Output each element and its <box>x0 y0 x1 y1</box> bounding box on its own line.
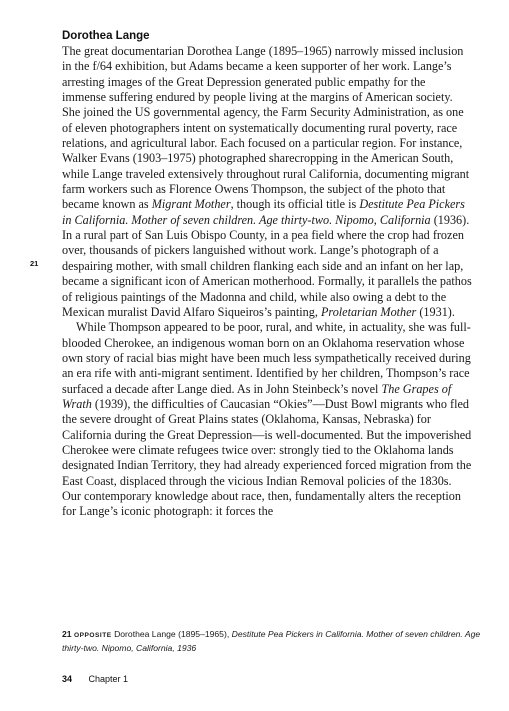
paragraph-1-text-4: (1931). <box>416 304 455 319</box>
paragraph-1-text-3: (1936). In a rural part of San Luis Obispo County, in a pea field where the crop had frozen over, thousands of pickers languished without work. Lange’s photograph of a despairing mother, with small children flanking each side and an infant on her lap, became a significant icon of American motherhood. Formally, it parallels the pathos of religious paintings of the Madonna and child, while also owing a debt to the Mexican muralist David Alfaro Siqueiros’s painting, <box>62 212 472 319</box>
page-number: 34 <box>62 674 73 684</box>
caption-label: OPPOSITE <box>73 632 112 639</box>
chapter-label: Chapter 1 <box>88 674 129 684</box>
paragraph-2-text-2: (1939), the difficulties of Caucasian “Okies”—Dust Bowl migrants who fled the severe drought of Great Plains states (Oklahoma, Kansas, Nebraska) for California during the Great Depression—is well-documented. But the impoverished Cherokee were climate refugees twice over: strongly tied to the Oklahoma lands designated Indian Territory, they had already experienced forced migration from the East Coast, displaced through the vicious Indian Removal policies of the 1830s. Our contemporary knowledge about race, then, fundamentally alters the reception for Lange’s iconic photograph: it forces the <box>62 396 472 519</box>
section-heading: Dorothea Lange <box>62 30 150 42</box>
page-footer <box>62 674 128 684</box>
caption-title: Destitute Pea Pickers in California. Mother of seven children. Age thirty-two. Nipomo, California, 1936 <box>62 629 481 653</box>
paragraph-1-text-2: , though its official title is <box>230 197 360 212</box>
paragraph-2 <box>62 320 472 519</box>
paragraph-1 <box>62 44 472 320</box>
paragraph-2-italic-1: The Grapes of Wrath <box>62 381 452 411</box>
caption-number: 21 <box>62 629 72 639</box>
paragraph-1-italic-1: Migrant Mother <box>151 197 231 212</box>
figure-reference-number: 21 <box>30 259 39 268</box>
caption-text: Dorothea Lange (1895–1965), <box>114 629 232 639</box>
paragraph-2-text-1: While Thompson appeared to be poor, rural, and white, in actuality, she was full-blooded Cherokee, an indigenous woman born on an Oklahoma reservation whose own story of racial bias might have been much less sympathetically received during an era rife with anti-migrant sentiment. Identified by her children, Thompson’s race surfaced a decade after Lange died. As in John Steinbeck’s novel <box>62 320 471 396</box>
figure-caption <box>62 628 482 654</box>
body-text <box>62 44 472 520</box>
paragraph-1-text-1: The great documentarian Dorothea Lange (1895–1965) narrowly missed inclusion in the f/64 exhibition, but Adams became a keen supporter of her work. Lange’s arresting images of the Great Depression generated public empathy for the immense suffering endured by people living at the margins of American society. She joined the US governmental agency, the Farm Security Administration, as one of eleven photographers intent on systematically documenting rural poverty, race relations, and agricultural labor. Each focused on a particular region. For instance, Walker Evans (1903–1975) photographed sharecropping in the American South, while Lange traveled extensively throughout rural California, documenting migrant farm workers such as Florence Owens Thompson, the subject of the photo that became known as <box>62 44 470 212</box>
paragraph-1-italic-3: Proletarian Mother <box>320 304 417 319</box>
paragraph-1-italic-2: Destitute Pea Pickers in California. Mother of seven children. Age thirty-two. Nipomo, California <box>62 197 465 227</box>
